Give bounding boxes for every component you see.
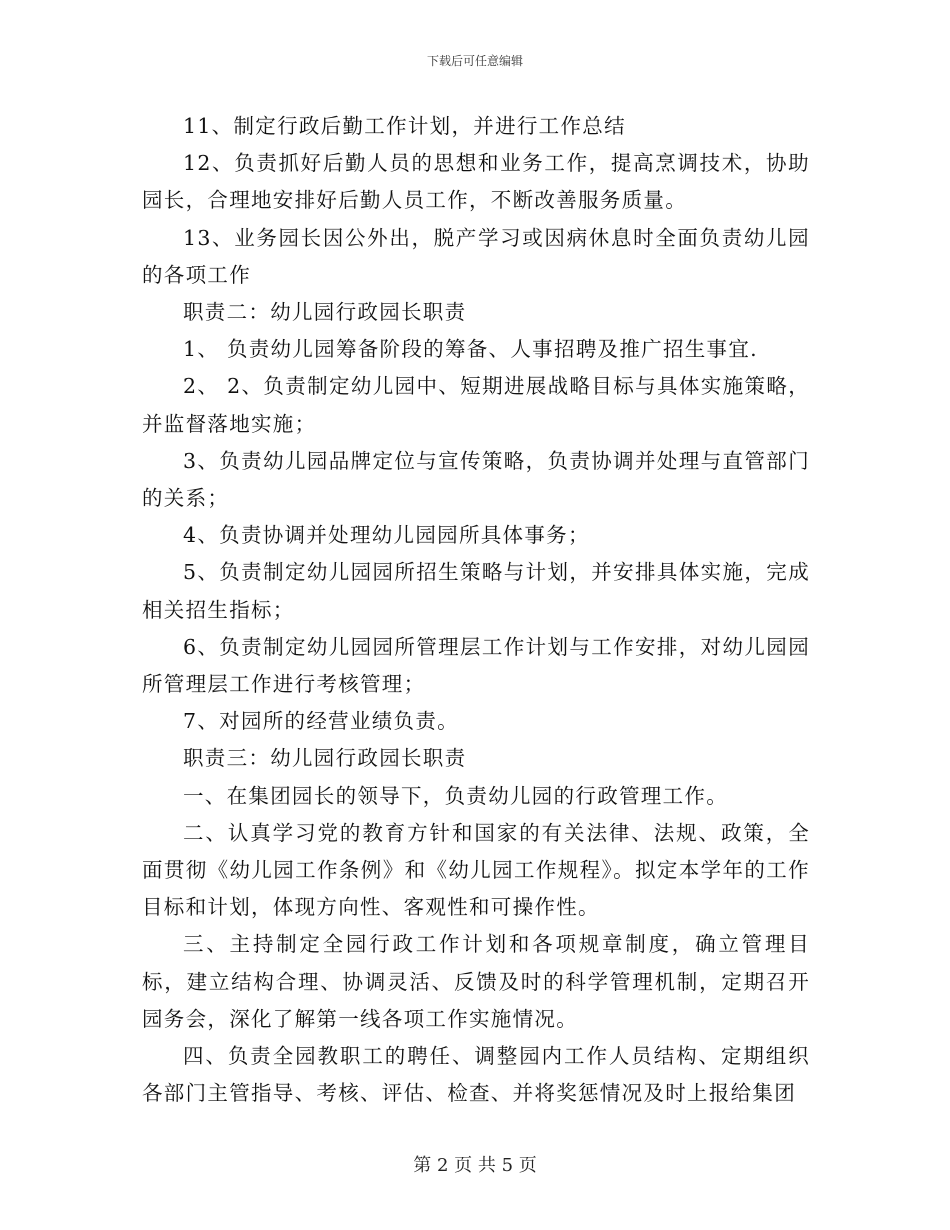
paragraph: 1、 负责幼儿园筹备阶段的筹备、人事招聘及推广招生事宜. [183,337,758,362]
document-body [142,108,810,1112]
paragraph: 5、负责制定幼儿园园所招生策略与计划，并安排具体实施，完成相关招生指标； [142,560,810,622]
section-heading: 职责二：幼儿园行政园长职责 [183,300,467,325]
paragraph: 四、负责全园教职工的聘任、调整园内工作人员结构、定期组织各部门主管指导、考核、评估、检查、并将奖惩情况及时上报给集团 [142,1044,810,1106]
paragraph: 一、在集团园长的领导下，负责幼儿园的行政管理工作。 [183,783,728,808]
paragraph: 7、对园所的经营业绩负责。 [183,709,459,734]
page-number: 第 2 页 共 5 页 [413,1155,537,1176]
paragraph: 2、 2、负责制定幼儿园中、短期进展战略目标与具体实施策略，并监督落地实施； [142,374,810,436]
paragraph: 11、制定行政后勤工作计划，并进行工作总结 [183,114,626,138]
paragraph: 3、负责幼儿园品牌定位与宣传策略，负责协调并处理与直管部门的关系； [142,448,810,511]
paragraph: 13、业务园长因公外出，脱产学习或因病休息时全面负责幼儿园的各项工作 [142,225,810,287]
paragraph: 三、主持制定全园行政工作计划和各项规章制度，确立管理目标，建立结构合理、协调灵活、反馈及时的科学管理机制，定期召开园务会，深化了解第一线各项工作实施情况。 [142,932,810,1031]
paragraph: 4、负责协调并处理幼儿园园所具体事务； [183,523,590,548]
section-heading: 职责三：幼儿园行政园长职责 [183,746,467,771]
paragraph: 12、负责抓好后勤人员的思想和业务工作，提高烹调技术，协助园长，合理地安排好后勤人员工作，不断改善服务质量。 [142,151,810,213]
page-header-note: 下载后可任意编辑 [426,54,523,68]
paragraph: 6、负责制定幼儿园园所管理层工作计划与工作安排，对幼儿园园所管理层工作进行考核管理； [142,634,810,697]
paragraph: 二、认真学习党的教育方针和国家的有关法律、法规、政策，全面贯彻《幼儿园工作条例》和《幼儿园工作规程》。拟定本学年的工作目标和计划，体现方向性、客观性和可操作性。 [142,820,810,920]
